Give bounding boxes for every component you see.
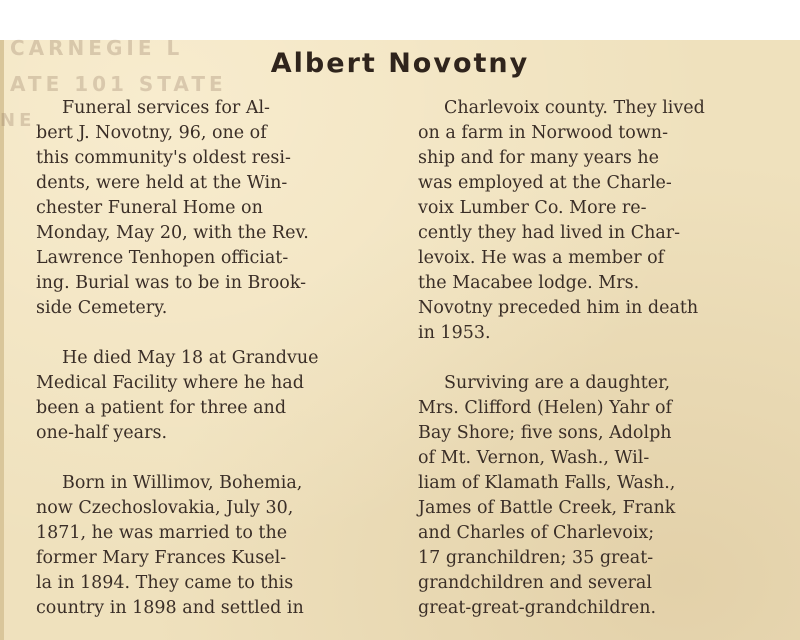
paragraph-gap (36, 321, 376, 346)
text-line: of Mt. Vernon, Wash., Wil- (418, 448, 650, 468)
text-line: levoix. He was a member of (418, 248, 665, 268)
obituary-headline: Albert Novotny (270, 48, 530, 79)
paragraph-gap (36, 446, 376, 471)
bleed-through-text: ATE 101 STATE (10, 72, 227, 96)
text-line: former Mary Frances Kusel- (36, 548, 287, 568)
text-line: was employed at the Charle- (418, 173, 672, 193)
text-line: ing. Burial was to be in Brook- (36, 273, 307, 293)
text-line: in 1953. (418, 323, 491, 343)
text-line: Novotny preceded him in death (418, 298, 699, 318)
text-line: Surviving are a daughter, (444, 373, 671, 393)
text-line: dents, were held at the Win- (36, 173, 288, 193)
right-column (418, 96, 763, 621)
text-line: ship and for many years he (418, 148, 659, 168)
text-line: on a farm in Norwood town- (418, 123, 668, 143)
text-line: Charlevoix county. They lived (444, 98, 705, 118)
text-line: great-great-grandchildren. (418, 598, 657, 618)
text-line: Mrs. Clifford (Helen) Yahr of (418, 398, 672, 418)
text-line: grandchildren and several (418, 573, 652, 593)
text-line: la in 1894. They came to this (36, 573, 294, 593)
paragraph-gap (418, 346, 763, 371)
text-line: chester Funeral Home on (36, 198, 263, 218)
text-line: the Macabee lodge. Mrs. (418, 273, 640, 293)
bleed-through-text: CARNEGIE L (10, 36, 184, 60)
text-line: 1871, he was married to the (36, 523, 288, 543)
text-line: cently they had lived in Char- (418, 223, 681, 243)
text-line: been a patient for three and (36, 398, 287, 418)
text-line: He died May 18 at Grandvue (62, 348, 319, 368)
text-line: voix Lumber Co. More re- (418, 198, 647, 218)
text-line: Bay Shore; five sons, Adolph (418, 423, 672, 443)
text-line: side Cemetery. (36, 298, 168, 318)
text-line: now Czechoslovakia, July 30, (36, 498, 294, 518)
text-line: Born in Willimov, Bohemia, (62, 473, 303, 493)
text-line: Medical Facility where he had (36, 373, 304, 393)
text-line: this community's oldest resi- (36, 148, 291, 168)
text-line: bert J. Novotny, 96, one of (36, 123, 267, 143)
text-line: Lawrence Tenhopen officiat- (36, 248, 289, 268)
page-margin (0, 0, 800, 40)
text-line: liam of Klamath Falls, Wash., (418, 473, 676, 493)
left-column (36, 96, 376, 621)
text-line: country in 1898 and settled in (36, 598, 304, 618)
text-line: James of Battle Creek, Frank (418, 498, 676, 518)
text-line: Monday, May 20, with the Rev. (36, 223, 309, 243)
text-line: and Charles of Charlevoix; (418, 523, 655, 543)
text-line: one-half years. (36, 423, 168, 443)
text-line: Funeral services for Al- (62, 98, 270, 118)
bleed-through-text: NE (0, 110, 36, 131)
text-line: 17 granchildren; 35 great- (418, 548, 654, 568)
